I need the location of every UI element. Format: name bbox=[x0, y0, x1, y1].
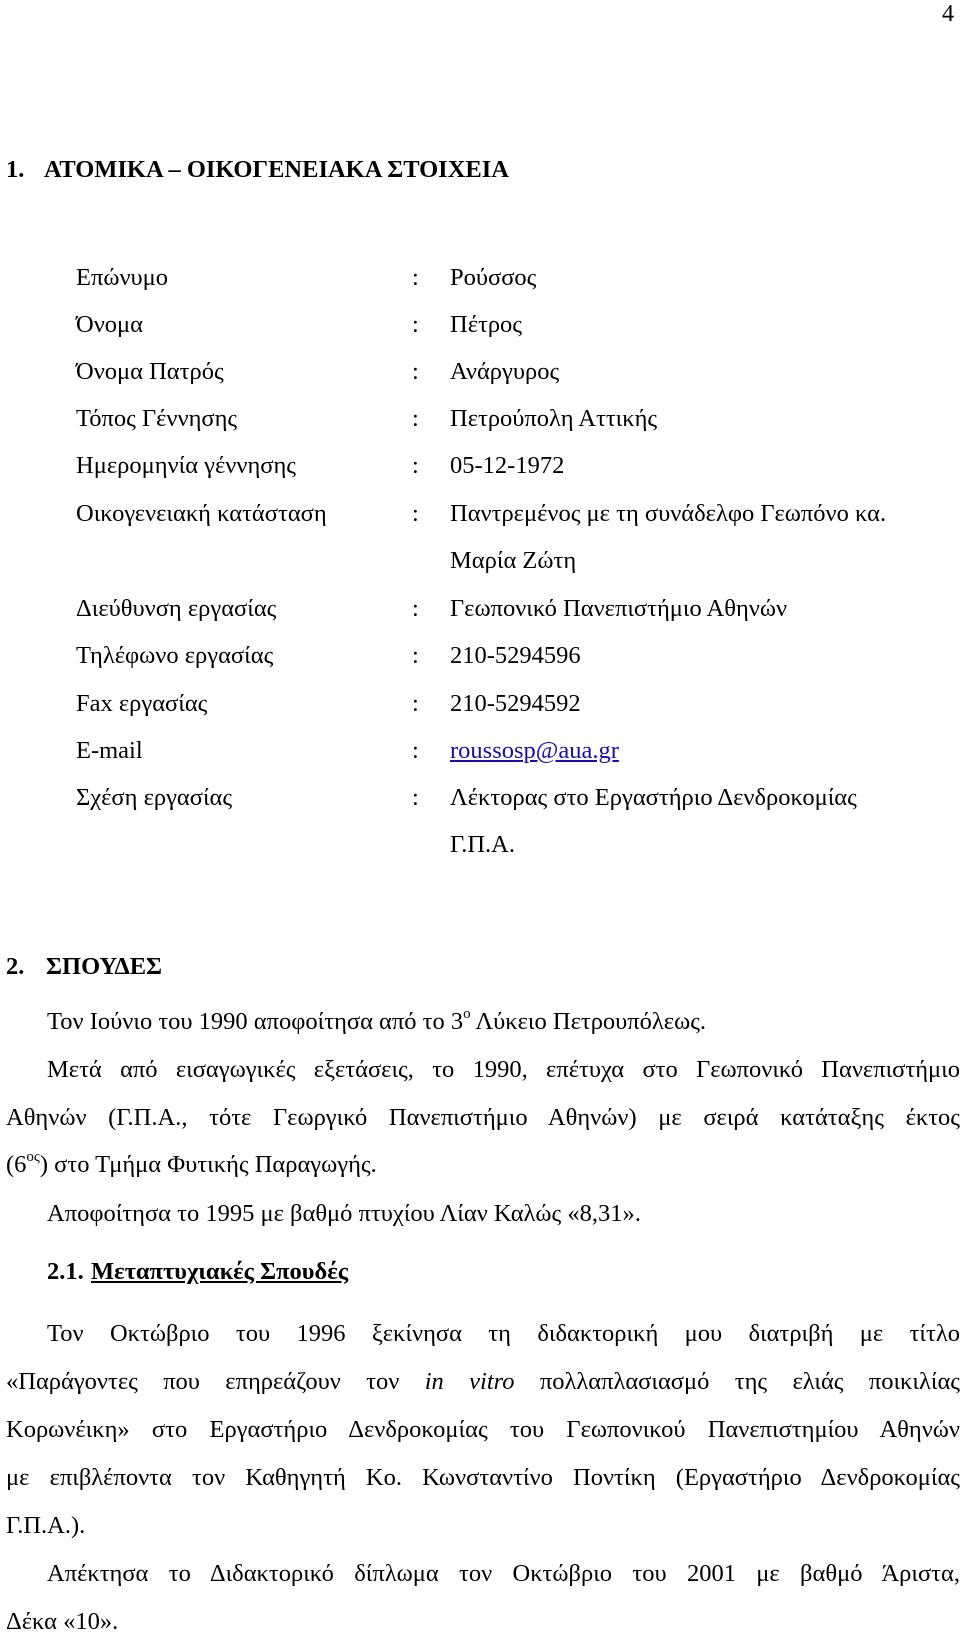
italic-text: in vitro bbox=[424, 1368, 515, 1395]
text-run: Λύκειο Πετρουπόλεως. bbox=[470, 1008, 707, 1035]
paragraph-line: Απέκτησα το Διδακτορικό δίπλωμα τον Οκτώβριο του 2001 με βαθμό Άριστα, bbox=[47, 1560, 960, 1587]
field-value: Πετρούπολη Αττικής bbox=[450, 405, 658, 432]
field-value: Γεωπονικό Πανεπιστήμιο Αθηνών bbox=[450, 595, 788, 622]
field-label: Επώνυμο bbox=[76, 264, 169, 291]
text-run: (6 bbox=[6, 1151, 27, 1178]
paragraph-line: Δέκα «10». bbox=[6, 1608, 119, 1635]
field-colon: : bbox=[412, 311, 419, 338]
section-2-heading bbox=[6, 955, 162, 980]
section-number: 2.1. bbox=[47, 1258, 84, 1285]
superscript: ος bbox=[26, 1149, 40, 1165]
section-number: 1. bbox=[6, 156, 25, 183]
email-link[interactable]: roussosp@aua.gr bbox=[450, 737, 619, 764]
field-value: Λέκτορας στο Εργαστήριο Δενδροκομίας bbox=[450, 784, 857, 811]
field-colon: : bbox=[412, 264, 419, 291]
field-label: Fax εργασίας bbox=[76, 690, 208, 717]
field-colon: : bbox=[412, 595, 419, 622]
paragraph-line: Μετά από εισαγωγικές εξετάσεις, το 1990, επέτυχα στο Γεωπονικό Πανεπιστήμιο bbox=[47, 1056, 960, 1083]
paragraph-line: Αποφοίτησα το 1995 με βαθμό πτυχίου Λίαν Καλώς «8,31». bbox=[47, 1200, 641, 1227]
field-value-continued: Μαρία Ζώτη bbox=[450, 547, 577, 574]
field-colon: : bbox=[412, 690, 419, 717]
field-value: 210-5294592 bbox=[450, 690, 581, 717]
field-colon: : bbox=[412, 500, 419, 527]
section-title: ΣΠΟΥΔΕΣ bbox=[46, 953, 163, 980]
field-value: Παντρεμένος με τη συνάδελφο Γεωπόνο κα. bbox=[450, 500, 887, 527]
field-label: Τόπος Γέννησης bbox=[76, 405, 238, 432]
field-value: Ρούσσος bbox=[450, 264, 537, 291]
paragraph-line bbox=[6, 1149, 960, 1178]
paragraph-line: Κορωνέικη» στο Εργαστήριο Δενδροκομίας του Γεωπονικού Πανεπιστημίου Αθηνών bbox=[6, 1416, 960, 1443]
section-1-heading bbox=[6, 158, 509, 183]
field-label: Όνομα bbox=[76, 311, 143, 338]
field-label: E-mail bbox=[76, 737, 143, 764]
paragraph-line: Γ.Π.Α.). bbox=[6, 1512, 86, 1539]
field-label: Σχέση εργασίας bbox=[76, 784, 233, 811]
field-value: Ανάργυρος bbox=[450, 358, 560, 385]
field-value: Πέτρος bbox=[450, 311, 523, 338]
field-label: Όνομα Πατρός bbox=[76, 358, 224, 385]
text-run: Τον Ιούνιο του 1990 αποφοίτησα από το 3 bbox=[47, 1008, 464, 1035]
section-2-1-heading bbox=[47, 1260, 348, 1285]
field-label: Διεύθυνση εργασίας bbox=[76, 595, 277, 622]
paragraph-line bbox=[6, 1370, 960, 1395]
paragraph-line bbox=[47, 1006, 707, 1035]
field-colon: : bbox=[412, 358, 419, 385]
section-title: ΑΤΟΜΙΚΑ – ΟΙΚΟΓΕΝΕΙΑΚΑ ΣΤΟΙΧΕΙΑ bbox=[44, 156, 509, 183]
field-colon: : bbox=[412, 642, 419, 669]
field-value: 05-12-1972 bbox=[450, 452, 565, 479]
field-value-continued: Γ.Π.Α. bbox=[450, 831, 515, 858]
field-label: Τηλέφωνο εργασίας bbox=[76, 642, 274, 669]
field-value: 210-5294596 bbox=[450, 642, 581, 669]
field-colon: : bbox=[412, 737, 419, 764]
field-colon: : bbox=[412, 452, 419, 479]
field-colon: : bbox=[412, 405, 419, 432]
text-run: πολλαπλασιασμό της ελιάς ποικιλίας bbox=[514, 1368, 960, 1395]
paragraph-line: με επιβλέποντα τον Καθηγητή Κο. Κωνσταντίνο Ποντίκη (Εργαστήριο Δενδροκομίας bbox=[6, 1464, 960, 1491]
superscript: ο bbox=[463, 1006, 471, 1022]
text-run: «Παράγοντες που επηρεάζουν τον bbox=[6, 1368, 425, 1395]
section-number: 2. bbox=[6, 953, 25, 980]
section-title: Μεταπτυχιακές Σπουδές bbox=[91, 1258, 349, 1285]
field-label: Οικογενειακή κατάσταση bbox=[76, 500, 327, 527]
page-number: 4 bbox=[942, 1, 954, 27]
paragraph-line: Αθηνών (Γ.Π.Α., τότε Γεωργικό Πανεπιστήμιο Αθηνών) με σειρά κατάταξης έκτος bbox=[6, 1104, 960, 1131]
text-run: ) στο Τμήμα Φυτικής Παραγωγής. bbox=[39, 1151, 377, 1178]
field-label: Ημερομηνία γέννησης bbox=[76, 452, 296, 479]
field-colon: : bbox=[412, 784, 419, 811]
paragraph-line: Τον Οκτώβριο του 1996 ξεκίνησα τη διδακτορική μου διατριβή με τίτλο bbox=[47, 1320, 960, 1347]
